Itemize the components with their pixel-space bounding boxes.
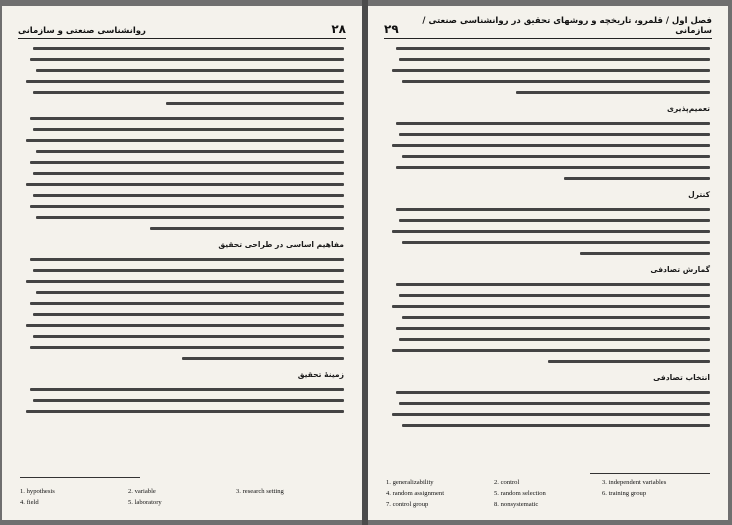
section-heading: تعمیم‌پذیری (666, 104, 710, 113)
footnote: 6. training group (602, 490, 647, 497)
footnote: 1. hypothesis (20, 488, 55, 495)
section-heading: زمینهٔ تحقیق (297, 370, 344, 380)
footnote: 5. laboratory (128, 499, 162, 506)
left-page (2, 6, 362, 520)
footnotes (386, 479, 710, 508)
footnote: 3. research setting (236, 488, 284, 495)
left-page-body (20, 42, 344, 416)
footnote: 8. nonsystematic (494, 501, 539, 508)
section-heading: انتخاب تصادفی (653, 373, 710, 383)
footnote: 5. random selection (494, 490, 546, 497)
page-number: ۲۸ (331, 22, 346, 36)
footnote: 4. random assignment (386, 490, 445, 497)
footnote: 2. control (494, 479, 520, 486)
paragraph (386, 386, 710, 430)
left-page-header (18, 16, 346, 39)
running-head: فصل اول / قلمرو، تاریخچه و روشهای تحقیق در روانشناسی صنعتی / سازمانی (422, 16, 712, 36)
footnote: 1. generalizability (386, 479, 434, 486)
right-page (368, 6, 728, 520)
paragraph (20, 112, 344, 233)
footnote-rule (20, 477, 140, 478)
footnote-rule (590, 473, 710, 474)
paragraph (386, 203, 710, 258)
section-heading: کنترل (688, 190, 710, 200)
footnote: 7. control group (386, 501, 429, 508)
paragraph (20, 42, 344, 108)
right-page-header (384, 16, 712, 39)
paragraph (386, 117, 710, 183)
footnote: 2. variable (128, 488, 156, 495)
page-number: ۲۹ (384, 22, 399, 36)
footnote: 3. independent variables (602, 479, 667, 486)
section-heading: مفاهیم اساسی در طراحی تحقیق (218, 240, 344, 249)
paragraph (386, 278, 710, 366)
right-page-body (386, 42, 710, 430)
section-heading: گمارش تصادفی (650, 265, 710, 275)
running-head: روانشناسی صنعتی و سازمانی (18, 26, 146, 36)
paragraph (20, 383, 344, 416)
paragraph (386, 42, 710, 97)
footnote: 4. field (20, 499, 39, 506)
footnotes (20, 488, 344, 506)
paragraph (20, 253, 344, 363)
